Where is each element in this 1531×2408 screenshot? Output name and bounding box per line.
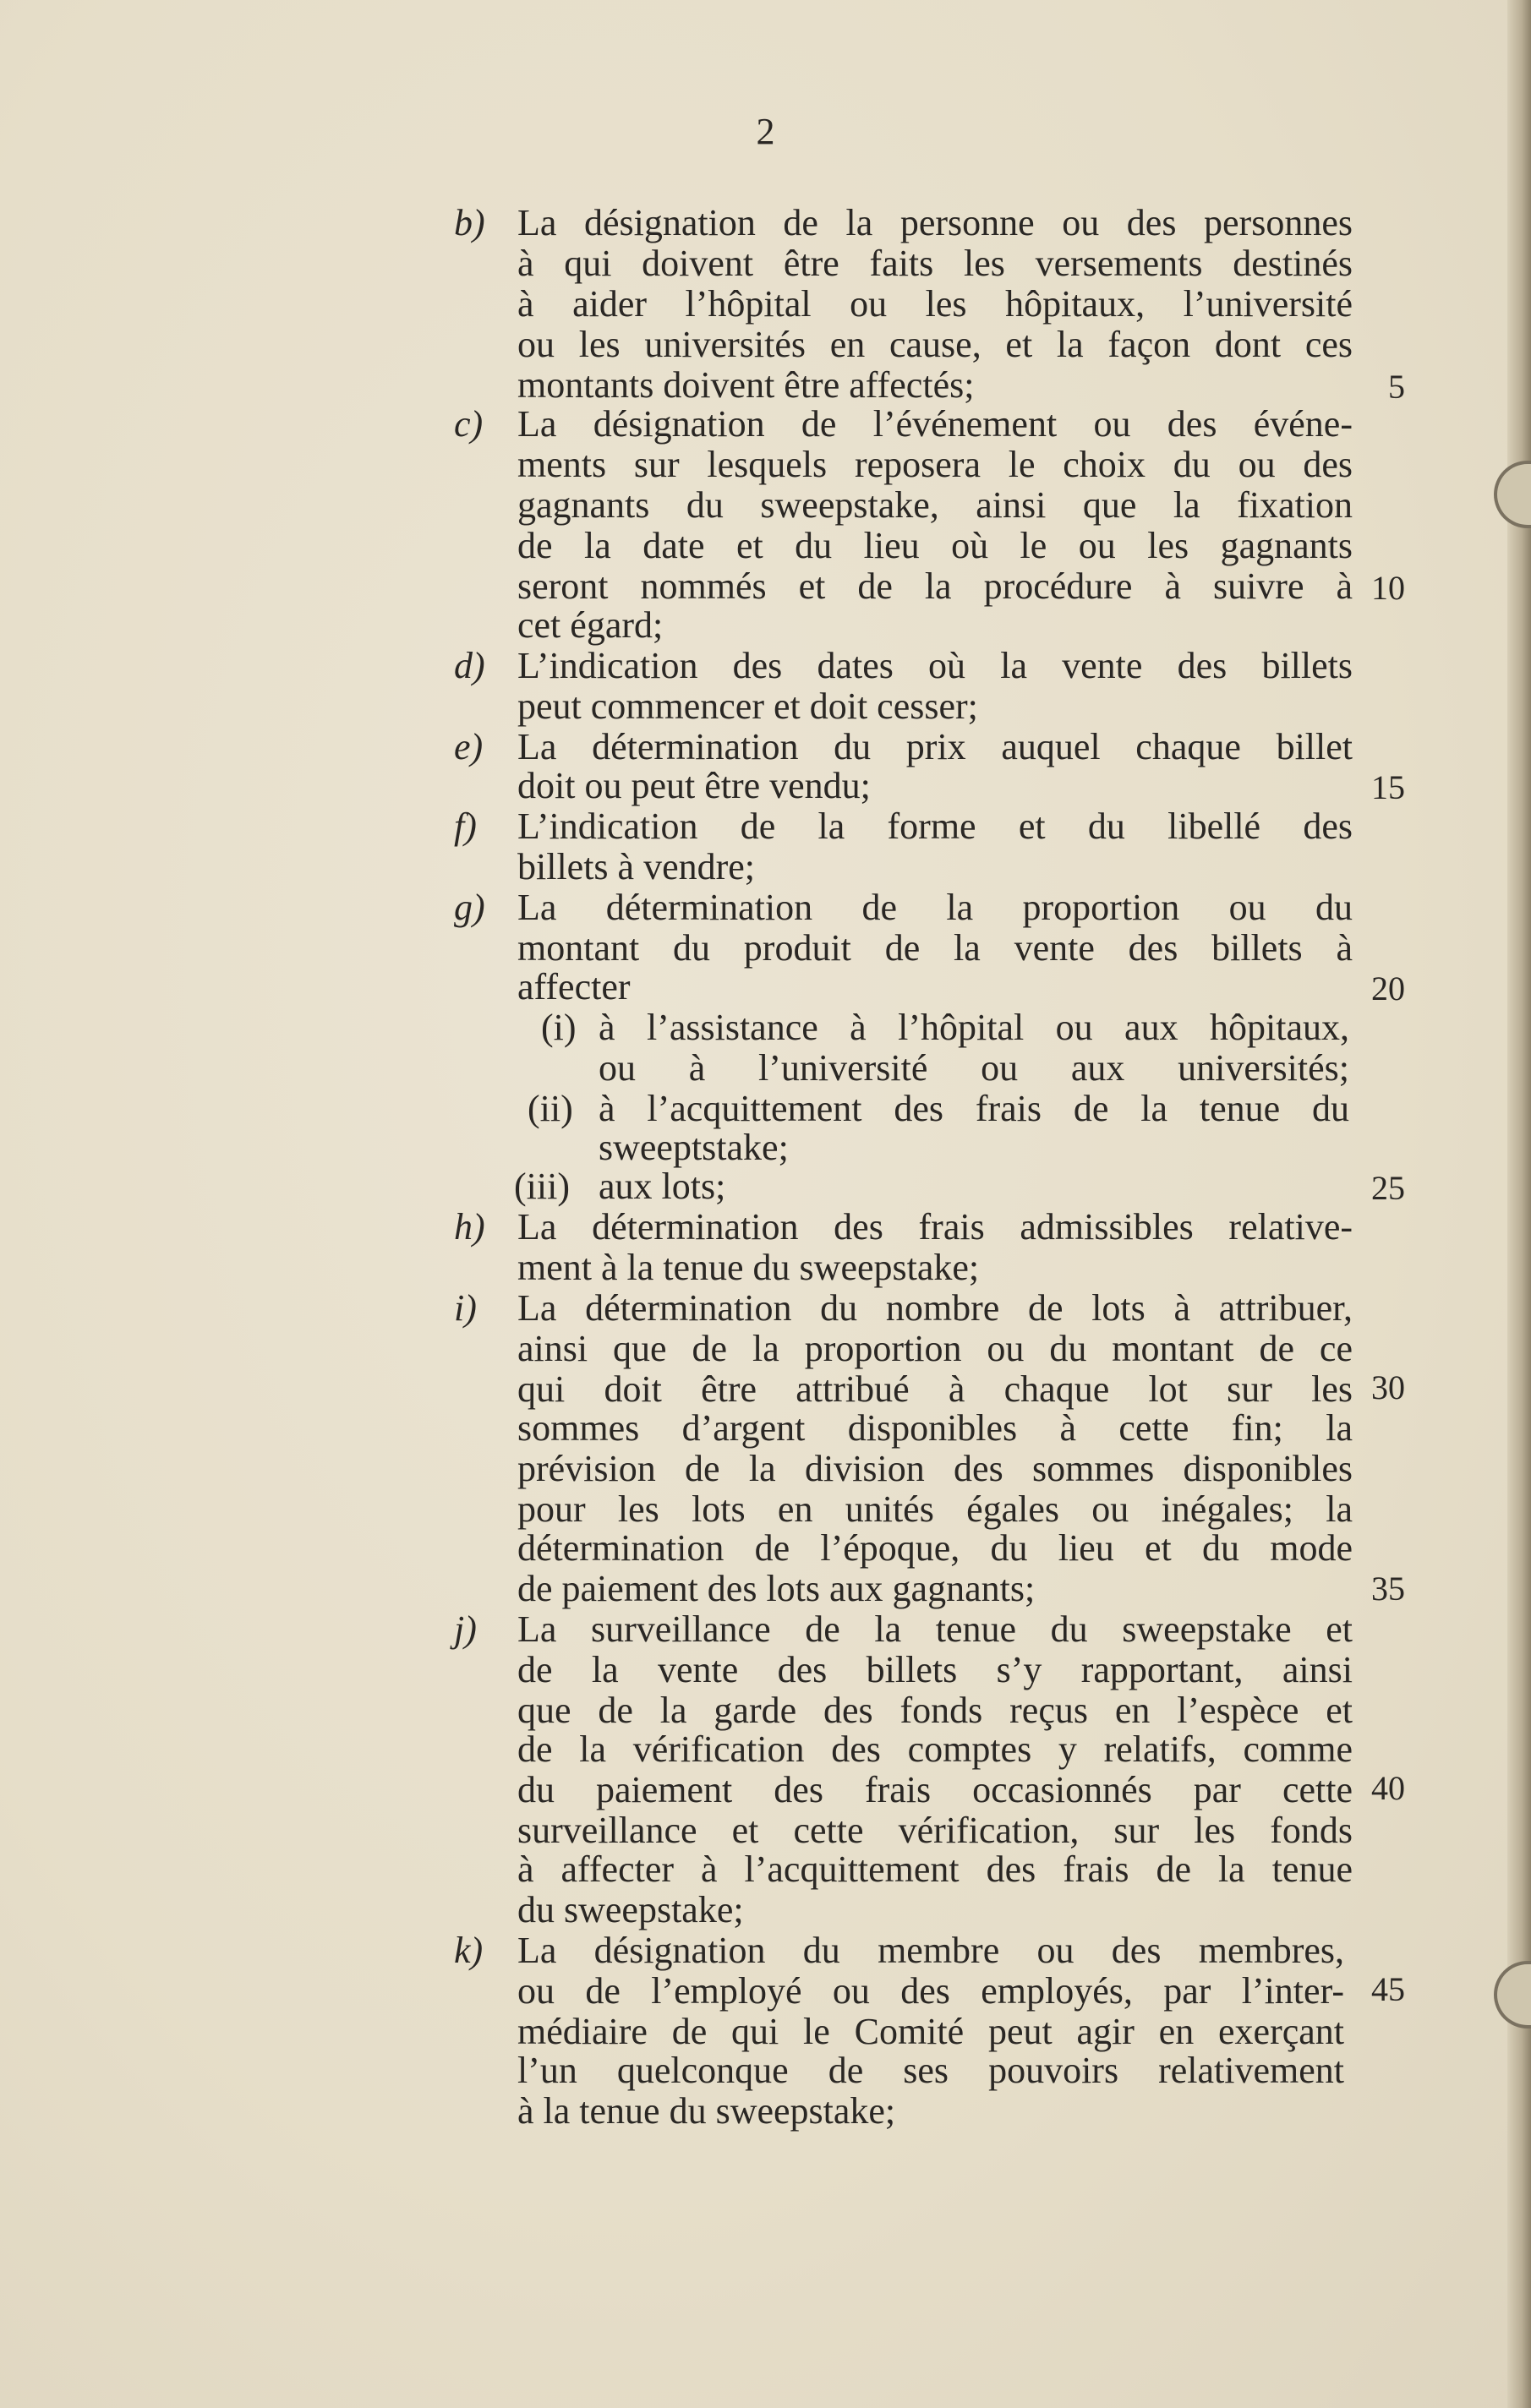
- text-line: l’un quelconque de ses pouvoirs relativement: [517, 2050, 1344, 2091]
- item-marker: c): [454, 403, 484, 445]
- text-line: La désignation de la personne ou des personnes: [517, 202, 1353, 243]
- item-marker: h): [454, 1206, 485, 1248]
- text-line: à affecter à l’acquittement des frais de la tenue: [517, 1848, 1353, 1890]
- subitem-marker: (i): [541, 1007, 577, 1048]
- text-line: détermination de l’époque, du lieu et du mode: [517, 1527, 1353, 1569]
- text-line: que de la garde des fonds reçus en l’espèce et: [517, 1690, 1353, 1731]
- item-marker: i): [454, 1287, 477, 1329]
- text-line: ments sur lesquels reposera le choix du ou des: [517, 444, 1353, 485]
- text-line: à aider l’hôpital ou les hôpitaux, l’université: [517, 283, 1353, 325]
- text-line: La surveillance de la tenue du sweepstake et: [517, 1608, 1353, 1650]
- text-line: La désignation de l’événement ou des événe-: [517, 403, 1353, 445]
- text-line: de la vente des billets s’y rapportant, ainsi: [517, 1649, 1353, 1690]
- line-number: 45: [1371, 1970, 1405, 2008]
- line-number: 40: [1371, 1769, 1405, 1807]
- text-line: peut commencer et doit cesser;: [517, 685, 978, 727]
- item-marker: e): [454, 726, 484, 767]
- text-line: surveillance et cette vérification, sur les fonds: [517, 1810, 1353, 1851]
- item-marker: f): [454, 805, 477, 847]
- text-line: de la date et du lieu où le ou les gagnants: [517, 525, 1353, 566]
- text-line: sweeptstake;: [599, 1127, 789, 1168]
- text-line: du sweepstake;: [517, 1889, 744, 1930]
- page-number: 2: [756, 111, 775, 152]
- text-line: La détermination de la proportion ou du: [517, 887, 1353, 928]
- text-line: à l’assistance à l’hôpital ou aux hôpitaux,: [599, 1007, 1349, 1048]
- text-line: ou à l’université ou aux universités;: [599, 1047, 1349, 1089]
- line-number: 30: [1371, 1368, 1405, 1406]
- item-marker: g): [454, 887, 485, 928]
- subitem-marker: (ii): [528, 1088, 573, 1129]
- text-line: affecter: [517, 966, 631, 1007]
- text-line: à l’acquittement des frais de la tenue du: [599, 1088, 1349, 1129]
- line-number: 5: [1388, 368, 1405, 406]
- line-number: 10: [1371, 569, 1405, 607]
- text-line: qui doit être attribué à chaque lot sur les: [517, 1368, 1353, 1410]
- text-line: La détermination du prix auquel chaque billet: [517, 726, 1353, 767]
- text-line: ou les universités en cause, et la façon dont ces: [517, 324, 1353, 365]
- page-edge-shadow: [1507, 0, 1531, 2408]
- item-marker: j): [454, 1608, 477, 1650]
- text-line: prévision de la division des sommes disponibles: [517, 1448, 1353, 1489]
- text-line: de la vérification des comptes y relatifs, comme: [517, 1728, 1353, 1770]
- text-line: billets à vendre;: [517, 846, 756, 887]
- text-line: du paiement des frais occasionnés par cette: [517, 1769, 1353, 1810]
- text-line: La détermination des frais admissibles relative-: [517, 1206, 1353, 1248]
- line-number: 15: [1371, 768, 1405, 806]
- text-line: aux lots;: [599, 1166, 726, 1207]
- text-line: seront nommés et de la procédure à suivre à: [517, 565, 1353, 607]
- text-line: L’indication de la forme et du libellé des: [517, 805, 1353, 847]
- text-line: montants doivent être affectés;: [517, 364, 975, 406]
- subitem-marker: (iii): [514, 1166, 570, 1207]
- item-marker: b): [454, 202, 485, 243]
- text-line: doit ou peut être vendu;: [517, 765, 871, 806]
- item-marker: k): [454, 1930, 484, 1971]
- item-marker: d): [454, 645, 485, 686]
- text-line: à qui doivent être faits les versements destinés: [517, 243, 1353, 284]
- text-line: sommes d’argent disponibles à cette fin; la: [517, 1407, 1353, 1449]
- text-line: La détermination du nombre de lots à attribuer,: [517, 1287, 1353, 1329]
- text-line: à la tenue du sweepstake;: [517, 2090, 896, 2132]
- text-line: ment à la tenue du sweepstake;: [517, 1247, 980, 1288]
- text-line: médiaire de qui le Comité peut agir en exerçant: [517, 2011, 1344, 2052]
- text-line: pour les lots en unités égales ou inégales; la: [517, 1488, 1353, 1530]
- line-number: 35: [1371, 1570, 1405, 1608]
- text-line: gagnants du sweepstake, ainsi que la fixation: [517, 484, 1353, 526]
- text-line: La désignation du membre ou des membres,: [517, 1930, 1344, 1971]
- text-line: ainsi que de la proportion ou du montant de ce: [517, 1328, 1353, 1369]
- text-line: montant du produit de la vente des billets à: [517, 927, 1353, 969]
- line-number: 20: [1371, 969, 1405, 1007]
- text-line: ou de l’employé ou des employés, par l’inter-: [517, 1970, 1344, 2012]
- text-line: L’indication des dates où la vente des billets: [517, 645, 1353, 686]
- line-number: 25: [1371, 1169, 1405, 1207]
- text-line: de paiement des lots aux gagnants;: [517, 1568, 1036, 1609]
- text-line: cet égard;: [517, 604, 664, 646]
